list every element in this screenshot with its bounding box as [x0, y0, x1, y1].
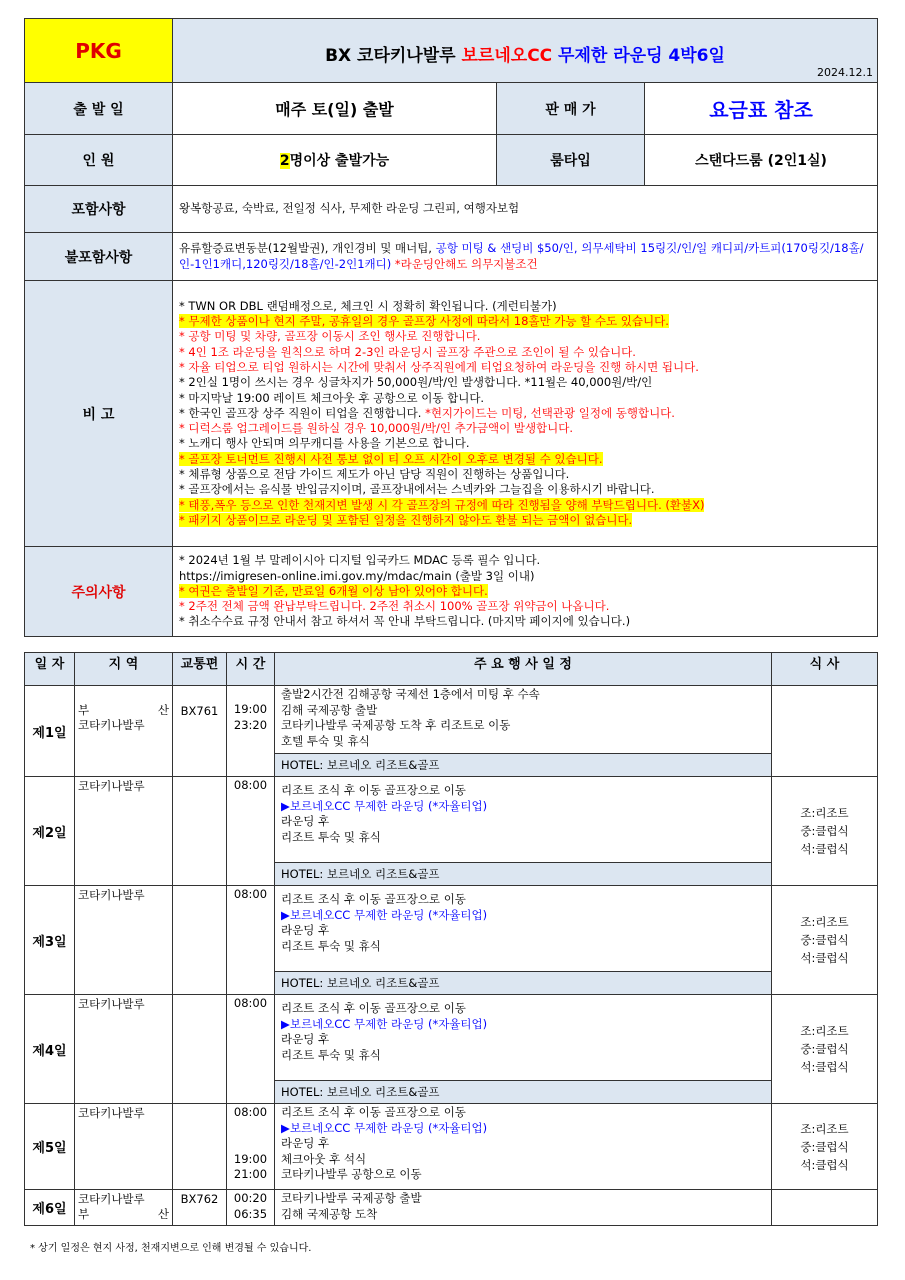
day-label: 제4일: [25, 995, 75, 1104]
transport-cell: BX761: [173, 686, 227, 777]
price-label: 판 매 가: [497, 83, 645, 135]
time-cell: [227, 686, 275, 777]
activity-cell: [275, 1104, 772, 1190]
note-line: * 2주전 전체 금액 완납부탁드립니다. 2주전 취소시 100% 골프장 위약금이 나옵니다.: [179, 599, 610, 614]
people-text: 명이상 출발가능: [289, 153, 390, 169]
meal-text: 조:리조트: [800, 915, 849, 929]
activity-line: 리조트 조식 후 이동 골프장으로 이동: [281, 892, 466, 906]
day-label: 제5일: [25, 1104, 75, 1190]
table-row: [25, 995, 878, 1081]
activity-line: 김해 국제공항 도착: [281, 1206, 378, 1221]
price-value: 요금표 참조: [645, 83, 878, 135]
activity-line: 라운딩 후: [281, 923, 330, 937]
hotel-cell: HOTEL: 보르네오 리조트&골프: [275, 1081, 772, 1104]
region-cell: 코타키나발루: [75, 1104, 173, 1190]
activity-line: 리조트 조식 후 이동 골프장으로 이동: [281, 1001, 466, 1015]
time-cell: 08:00: [227, 777, 275, 886]
activity-line: 라운딩 후: [281, 814, 330, 828]
note-line: * 마지막날 19:00 레이트 체크아웃 후 공항으로 이동 합니다.: [179, 390, 485, 405]
col-time: 시 간: [227, 653, 275, 686]
region-text: 부: [78, 703, 90, 717]
activity-line: 호텔 투숙 및 휴식: [281, 733, 370, 748]
day-label: 제2일: [25, 777, 75, 886]
note-line: * 골프장 토너먼트 진행시 사전 통보 없이 티 오프 시간이 오후로 변경될 수 있습니다.: [179, 451, 603, 466]
activity-cell: [275, 1190, 772, 1226]
package-title: [173, 19, 878, 83]
day-label: 제3일: [25, 886, 75, 995]
col-region: 지 역: [75, 653, 173, 686]
day-label: 제1일: [25, 686, 75, 777]
activity-line: ▶보르네오CC 무제한 라운딩 (*자율티업): [281, 907, 488, 922]
time-text: 08:00: [233, 1105, 268, 1119]
room-label: 룸타입: [497, 135, 645, 186]
meal-cell: [772, 1104, 878, 1190]
notes-list: [173, 281, 878, 547]
activity-line: 리조트 조식 후 이동 골프장으로 이동: [281, 783, 466, 797]
activity-line: 라운딩 후: [281, 1136, 330, 1150]
table-row: [25, 1104, 878, 1190]
region-text: 코타키나발루: [78, 1192, 145, 1206]
pkg-label: PKG: [25, 19, 173, 83]
people-number: 2: [279, 153, 290, 169]
col-schedule: 주 요 행 사 일 정: [275, 653, 772, 686]
table-row: [25, 1190, 878, 1226]
meal-text: 중:클럽식: [800, 933, 849, 947]
time-text: 06:35: [233, 1206, 268, 1221]
package-info-table: [24, 18, 878, 637]
note-line: * 패키지 상품이므로 라운딩 및 포함된 일정을 진행하지 않아도 환불 되는 금액이 없습니다.: [179, 512, 633, 527]
transport-cell: [173, 1104, 227, 1190]
room-value: 스탠다드룸 (2인1실): [645, 135, 878, 186]
activity-line: 체크아웃 후 석식: [281, 1151, 367, 1166]
activity-cell: [275, 686, 772, 754]
meal-text: 조:리조트: [800, 1024, 849, 1038]
footnote: * 상기 일정은 현지 사정, 천재지변으로 인해 변경될 수 있습니다.: [30, 1243, 312, 1254]
note-line: * TWN OR DBL 랜덤배정으로, 체크인 시 정확히 확인됩니다. (게런티불가): [179, 298, 557, 313]
note-line: * 체류형 상품으로 전담 가이드 제도가 아닌 담당 직원이 진행하는 상품입니다.: [179, 467, 570, 482]
departure-label: 출 발 일: [25, 83, 173, 135]
meal-cell: [772, 886, 878, 995]
note-line: * 한국인 골프장 상주 직원이 티업을 진행합니다. *현지가이드는 미팅, 선택관광 일정에 동행합니다.: [179, 405, 675, 420]
note-line: * 노캐디 행사 안되며 의무캐디를 사용을 기본으로 합니다.: [179, 436, 470, 451]
activity-line: 리조트 조식 후 이동 골프장으로 이동: [281, 1105, 466, 1119]
transport-cell: BX762: [173, 1190, 227, 1226]
activity-cell: [275, 777, 772, 863]
note-line: * 무제한 상품이나 현지 주말, 공휴일의 경우 골프장 사정에 따라서 18홀만 가능 할 수도 있습니다.: [179, 314, 669, 329]
excluded-label: 불포함사항: [25, 233, 173, 281]
region-text: 부: [78, 1207, 90, 1221]
caution-label: 주의사항: [25, 547, 173, 637]
activity-line: 리조트 투숙 및 휴식: [281, 829, 381, 844]
region-cell: [75, 1190, 173, 1226]
activity-line: 코타키나발루 국제공항 출발: [281, 1191, 422, 1205]
region-cell: 코타키나발루: [75, 777, 173, 886]
excluded-b: 공항 미팅 & 샌딩비 $50/인, 의무세탁비 15링깃/인/일 캐디피/카트피(170링깃/18홀/인-1인1캐디,120링깃/18홀/인-2인1캐디): [179, 241, 864, 271]
time-cell: [227, 1190, 275, 1226]
table-row: [25, 886, 878, 972]
note-line: * 2024년 1월 부 말레이시아 디지털 입국카드 MDAC 등록 필수 입니다.: [179, 553, 541, 568]
activity-line: 리조트 투숙 및 휴식: [281, 938, 381, 953]
title-part3: 무제한 라운딩 4박6일: [552, 46, 725, 66]
activity-line: ▶보르네오CC 무제한 라운딩 (*자율티업): [281, 1016, 488, 1031]
note-line: * 여권은 출발일 기준, 만료일 6개월 이상 남아 있어야 합니다.: [179, 583, 488, 598]
activity-cell: [275, 886, 772, 972]
time-text: 00:20: [233, 1191, 268, 1205]
people-label: 인 원: [25, 135, 173, 186]
time-cell: 08:00: [227, 886, 275, 995]
itinerary-table: [24, 652, 878, 1226]
note-line: * 디럭스룸 업그레이드를 원하실 경우 10,000원/박/인 추가금액이 발생합니다.: [179, 421, 574, 436]
note-line: * 취소수수료 규정 안내서 참고 하셔서 꼭 안내 부탁드립니다. (마지막 페이지에 있습니다.): [179, 614, 631, 629]
meal-text: 조:리조트: [800, 1121, 849, 1136]
time-text: 23:20: [233, 717, 268, 732]
included-label: 포함사항: [25, 186, 173, 233]
region-text: 산: [157, 1207, 169, 1221]
excluded-a: 유류할증료변동분(12월발권), 개인경비 및 매너팁,: [179, 241, 436, 255]
region-text: 산: [157, 703, 169, 717]
col-meal: 식 사: [772, 653, 878, 686]
meal-text: 중:클럽식: [800, 824, 849, 838]
table-row: [25, 777, 878, 863]
note-line: * 공항 미팅 및 차량, 골프장 이동시 조인 행사로 진행합니다.: [179, 329, 481, 344]
note-line: * 골프장에서는 음식물 반입금지이며, 골프장내에서는 스넥카와 그늘집을 이용하시기 바랍니다.: [179, 482, 655, 497]
excluded-value: [173, 233, 878, 281]
meal-text: 석:클럽식: [800, 951, 849, 965]
meal-text: 조:리조트: [800, 806, 849, 820]
meal-text: 중:클럽식: [800, 1139, 849, 1154]
note-line: * 2인실 1명이 쓰시는 경우 싱글차지가 50,000원/박/인 발생합니다. *11월은 40,000원/박/인: [179, 375, 653, 390]
hotel-cell: HOTEL: 보르네오 리조트&골프: [275, 754, 772, 777]
time-text: 21:00: [233, 1167, 268, 1181]
caution-list: [173, 547, 878, 637]
col-transport: 교통편: [173, 653, 227, 686]
note-line: * 태풍,폭우 등으로 인한 천재지변 발생 시 각 골프장의 규정에 따라 진행됨을 양해 부탁드립니다. (환불X): [179, 497, 705, 512]
meal-cell: [772, 686, 878, 777]
time-text: 19:00: [233, 1151, 268, 1166]
meal-text: 중:클럽식: [800, 1042, 849, 1056]
hotel-cell: HOTEL: 보르네오 리조트&골프: [275, 863, 772, 886]
table-row: [25, 686, 878, 754]
activity-line: 출발2시간전 김해공항 국제선 1층에서 미팅 후 수속: [281, 687, 540, 701]
meal-text: 석:클럽식: [800, 1157, 849, 1172]
document-date: 2024.12.1: [817, 66, 873, 79]
activity-line: 코타키나발루 공항으로 이동: [281, 1167, 422, 1181]
time-text: 19:00: [233, 702, 268, 716]
hotel-cell: HOTEL: 보르네오 리조트&골프: [275, 972, 772, 995]
people-value: [173, 135, 497, 186]
transport-cell: [173, 995, 227, 1104]
activity-line: 김해 국제공항 출발: [281, 702, 378, 717]
title-part2: 보르네오CC: [461, 46, 553, 66]
transport-cell: [173, 886, 227, 995]
included-value: 왕복항공료, 숙박료, 전일정 식사, 무제한 라운딩 그린피, 여행자보험: [173, 186, 878, 233]
meal-cell: [772, 995, 878, 1104]
activity-line: 코타키나발루 국제공항 도착 후 리조트로 이동: [281, 718, 511, 732]
meal-cell: [772, 1190, 878, 1226]
region-cell: 코타키나발루: [75, 886, 173, 995]
note-line: https://imigresen-online.imi.gov.my/mdac/main (출발 3일 이내): [179, 568, 535, 583]
time-cell: [227, 1104, 275, 1190]
activity-line: 라운딩 후: [281, 1032, 330, 1046]
time-cell: 08:00: [227, 995, 275, 1104]
col-day: 일 자: [25, 653, 75, 686]
region-text: 코타키나발루: [78, 718, 145, 732]
activity-line: ▶보르네오CC 무제한 라운딩 (*자율티업): [281, 1120, 488, 1135]
activity-line: ▶보르네오CC 무제한 라운딩 (*자율티업): [281, 798, 488, 813]
activity-cell: [275, 995, 772, 1081]
activity-line: 리조트 투숙 및 휴식: [281, 1047, 381, 1062]
note-line: * 4인 1조 라운딩을 원칙으로 하며 2-3인 라운딩시 골프장 주관으로 조인이 될 수 있습니다.: [179, 344, 636, 359]
note-line: * 자율 티업으로 티업 원하시는 시간에 맞춰서 상주직원에게 티업요청하여 라운딩을 진행 하시면 됩니다.: [179, 359, 699, 374]
transport-cell: [173, 777, 227, 886]
meal-cell: [772, 777, 878, 886]
day-label: 제6일: [25, 1190, 75, 1226]
region-cell: 코타키나발루: [75, 995, 173, 1104]
meal-text: 석:클럽식: [800, 1060, 849, 1074]
meal-text: 석:클럽식: [800, 842, 849, 856]
notes-label: 비 고: [25, 281, 173, 547]
departure-value: 매주 토(일) 출발: [173, 83, 497, 135]
region-cell: [75, 686, 173, 777]
excluded-c: *라운딩안해도 의무지불조건: [391, 256, 538, 271]
title-part1: BX 코타키나발루: [325, 46, 462, 66]
